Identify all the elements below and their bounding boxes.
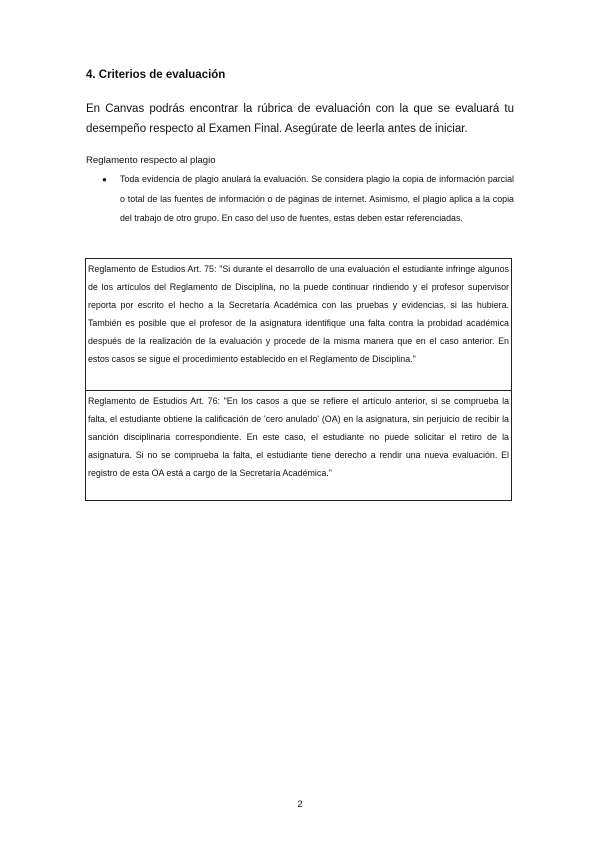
article-75-text: Reglamento de Estudios Art. 75: "Si durante el desarrollo de una evaluación el estudiante infringe algunos de los artículos del Reglamento de Disciplina, no la puede continuar rindiendo y el profesor supervisor reporta por escrito el hecho a la Secretaría Académica con las pruebas y evidencias, si las hubiera. También es posible que el profesor de la asignatura identifique una falta contra la probidad académica después de la realización de la evaluación y procede de la misma manera que en el caso anterior. En estos casos se sigue el procedimiento establecido en el Reglamento de Disciplina." <box>88 264 509 364</box>
bullet-dot-icon: ● <box>102 175 107 184</box>
section-title: 4. Criterios de evaluación <box>86 69 226 81</box>
article-76-text: Reglamento de Estudios Art. 76: "En los casos a que se refiere el artículo anterior, si se comprueba la falta, el estudiante obtiene la calificación de 'cero anulado' (OA) en la asignatura, sin perjuicio de recibir la sanción disciplinaria correspondiente. En este caso, el estudiante no puede solicitar el retiro de la asignatura. Si no se comprueba la falta, el estudiante tiene derecho a rendir una nueva evaluación. El registro de esta OA está a cargo de la Secretaría Académica." <box>88 396 509 478</box>
page-number: 2 <box>297 799 303 810</box>
plagiarism-bullet-list <box>86 170 514 229</box>
plagiarism-bullet-item <box>86 170 514 229</box>
plagiarism-bullet-text: Toda evidencia de plagio anulará la evaluación. Se considera plagio la copia de información parcial o total de las fuentes de información o de páginas de internet. Asimismo, el plagio aplica a la copia del trabajo de otro grupo. En caso del uso de fuentes, estas deben estar referenciadas. <box>120 174 514 223</box>
intro-paragraph: En Canvas podrás encontrar la rúbrica de evaluación con la que se evaluará tu desempeño respecto al Examen Final. Asegúrate de leerla antes de iniciar. <box>86 103 514 135</box>
article-76-box <box>85 390 512 501</box>
article-75-box <box>85 258 512 391</box>
plagiarism-heading: Reglamento respecto al plagio <box>86 155 216 166</box>
